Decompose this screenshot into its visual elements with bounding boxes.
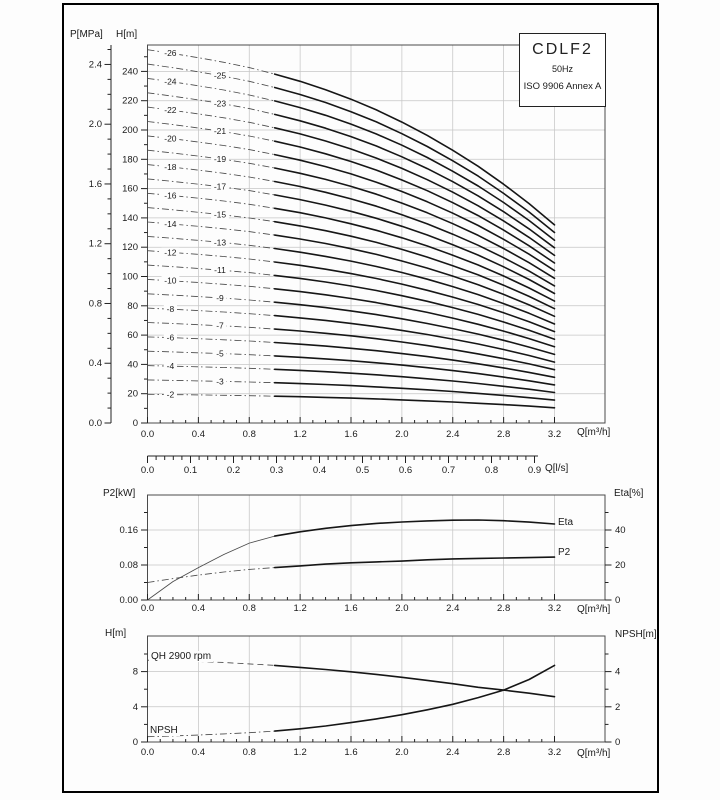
- svg-text:-16: -16: [164, 190, 177, 201]
- svg-text:-9: -9: [216, 292, 224, 303]
- svg-text:-17: -17: [213, 181, 227, 192]
- svg-text:1.6: 1.6: [88, 178, 102, 190]
- svg-text:180: 180: [122, 154, 138, 166]
- svg-text:0.8: 0.8: [242, 429, 256, 440]
- svg-text:-3: -3: [216, 376, 224, 387]
- svg-text:1.2: 1.2: [293, 747, 307, 758]
- head-axis-label-bottom: H[m]: [105, 628, 127, 639]
- svg-text:2.0: 2.0: [395, 747, 409, 758]
- svg-text:0.8: 0.8: [242, 747, 256, 758]
- svg-text:1.6: 1.6: [344, 747, 358, 758]
- svg-text:0: 0: [615, 737, 621, 748]
- svg-text:3.2: 3.2: [547, 429, 562, 440]
- flow-axis-label: Q[m³/h]: [577, 427, 611, 438]
- svg-text:240: 240: [122, 66, 138, 78]
- svg-text:-8: -8: [166, 304, 175, 315]
- pump-model: CDLF2: [532, 41, 593, 58]
- svg-text:0.1: 0.1: [183, 465, 198, 476]
- svg-text:-11: -11: [214, 265, 226, 276]
- svg-text:2.0: 2.0: [395, 603, 409, 614]
- svg-text:0.0: 0.0: [88, 418, 102, 429]
- svg-text:3.2: 3.2: [547, 747, 562, 758]
- svg-text:2.8: 2.8: [497, 603, 511, 614]
- svg-text:2.0: 2.0: [395, 429, 409, 440]
- svg-text:-15: -15: [213, 209, 227, 220]
- svg-text:-6: -6: [166, 332, 175, 343]
- svg-text:1.2: 1.2: [88, 238, 102, 250]
- svg-text:0.3: 0.3: [269, 465, 284, 476]
- svg-text:1.6: 1.6: [344, 603, 358, 614]
- test-standard: ISO 9906 Annex A: [523, 81, 602, 92]
- svg-text:0.9: 0.9: [527, 465, 542, 476]
- svg-text:200: 200: [122, 125, 138, 136]
- title-box: [519, 33, 606, 107]
- svg-text:0.4: 0.4: [312, 465, 327, 476]
- power-efficiency-axes-ticks: [120, 513, 626, 615]
- power-axis-label: P2[kW]: [103, 488, 136, 499]
- p2-curve-label: P2: [558, 547, 571, 558]
- svg-text:0.2: 0.2: [226, 465, 241, 476]
- svg-text:0.00: 0.00: [119, 595, 138, 606]
- power-efficiency-frame: [148, 495, 606, 600]
- frequency: 50Hz: [551, 64, 573, 74]
- svg-text:1.2: 1.2: [293, 603, 307, 614]
- svg-text:-4: -4: [166, 361, 175, 372]
- svg-text:-5: -5: [216, 348, 224, 359]
- svg-text:0.8: 0.8: [484, 465, 499, 476]
- svg-text:-26: -26: [164, 48, 177, 59]
- svg-text:0.16: 0.16: [119, 525, 138, 536]
- svg-text:-10: -10: [164, 275, 177, 286]
- svg-text:8: 8: [132, 666, 138, 678]
- svg-text:-7: -7: [216, 320, 224, 331]
- svg-text:-12: -12: [164, 247, 177, 258]
- svg-text:1.2: 1.2: [293, 429, 307, 440]
- svg-text:4: 4: [132, 701, 138, 713]
- svg-text:-18: -18: [164, 161, 177, 172]
- svg-text:0: 0: [132, 418, 138, 429]
- svg-text:0.0: 0.0: [140, 747, 155, 758]
- svg-text:0: 0: [615, 595, 621, 606]
- svg-text:0.8: 0.8: [88, 298, 102, 310]
- svg-text:3.2: 3.2: [547, 603, 562, 614]
- svg-text:0: 0: [132, 737, 138, 748]
- svg-text:-2: -2: [166, 389, 175, 400]
- ls-ruler: [141, 456, 541, 476]
- svg-text:1.6: 1.6: [344, 429, 358, 440]
- flow-ls-axis-label: Q[l/s]: [545, 463, 569, 474]
- svg-text:40: 40: [127, 359, 138, 371]
- svg-text:2.4: 2.4: [446, 747, 460, 758]
- svg-text:0.08: 0.08: [119, 560, 138, 571]
- power-efficiency-chart: [120, 495, 626, 614]
- head-axis-label: H[m]: [116, 29, 138, 40]
- svg-text:140: 140: [122, 212, 138, 224]
- pressure-axis-label: P[MPa]: [70, 29, 103, 40]
- svg-text:-22: -22: [164, 105, 177, 116]
- svg-text:0.4: 0.4: [191, 747, 205, 758]
- svg-text:-23: -23: [213, 98, 227, 109]
- svg-text:0.7: 0.7: [441, 465, 456, 476]
- svg-text:2.4: 2.4: [446, 429, 460, 440]
- svg-text:40: 40: [615, 525, 626, 536]
- svg-text:2.8: 2.8: [497, 747, 511, 758]
- svg-text:-24: -24: [164, 76, 177, 87]
- svg-text:-14: -14: [164, 218, 177, 229]
- svg-text:20: 20: [127, 388, 138, 400]
- svg-text:0.0: 0.0: [140, 603, 155, 614]
- svg-text:2.4: 2.4: [88, 59, 102, 71]
- svg-text:-25: -25: [213, 70, 227, 81]
- svg-text:100: 100: [122, 271, 138, 283]
- svg-text:160: 160: [122, 183, 138, 195]
- svg-text:2.0: 2.0: [88, 119, 102, 131]
- svg-text:0.4: 0.4: [191, 429, 205, 440]
- svg-text:0.6: 0.6: [398, 465, 413, 476]
- svg-text:4: 4: [615, 666, 621, 678]
- svg-text:80: 80: [127, 300, 138, 312]
- svg-text:0.4: 0.4: [191, 603, 205, 614]
- svg-text:-19: -19: [213, 153, 227, 164]
- qh-npsh-grid: [148, 636, 606, 742]
- svg-text:-20: -20: [164, 133, 177, 144]
- eta-axis-label: Eta[%]: [614, 488, 644, 499]
- npsh-axis-label: NPSH[m]: [615, 629, 657, 640]
- svg-text:120: 120: [122, 242, 138, 254]
- svg-text:2.4: 2.4: [446, 603, 460, 614]
- flow-axis-label-bottom: Q[m³/h]: [577, 748, 611, 759]
- svg-text:0.4: 0.4: [88, 358, 102, 370]
- svg-text:0.0: 0.0: [140, 465, 155, 476]
- svg-text:-13: -13: [213, 237, 227, 248]
- svg-text:0.5: 0.5: [355, 465, 370, 476]
- svg-text:20: 20: [615, 560, 626, 571]
- qh-curve-label: QH 2900 rpm: [151, 651, 212, 662]
- flow-axis-label-mid: Q[m³/h]: [577, 604, 611, 615]
- svg-text:0.8: 0.8: [242, 603, 256, 614]
- svg-text:0.0: 0.0: [140, 429, 155, 440]
- svg-text:2: 2: [615, 701, 621, 713]
- svg-text:60: 60: [127, 330, 138, 342]
- power-efficiency-grid: [148, 495, 606, 600]
- npsh-curve-label: NPSH: [150, 725, 178, 736]
- eta-curve-label: Eta: [558, 517, 574, 528]
- svg-text:220: 220: [122, 95, 138, 107]
- svg-text:-21: -21: [213, 126, 227, 137]
- svg-text:2.8: 2.8: [497, 429, 511, 440]
- qh-npsh-frame: [148, 636, 606, 742]
